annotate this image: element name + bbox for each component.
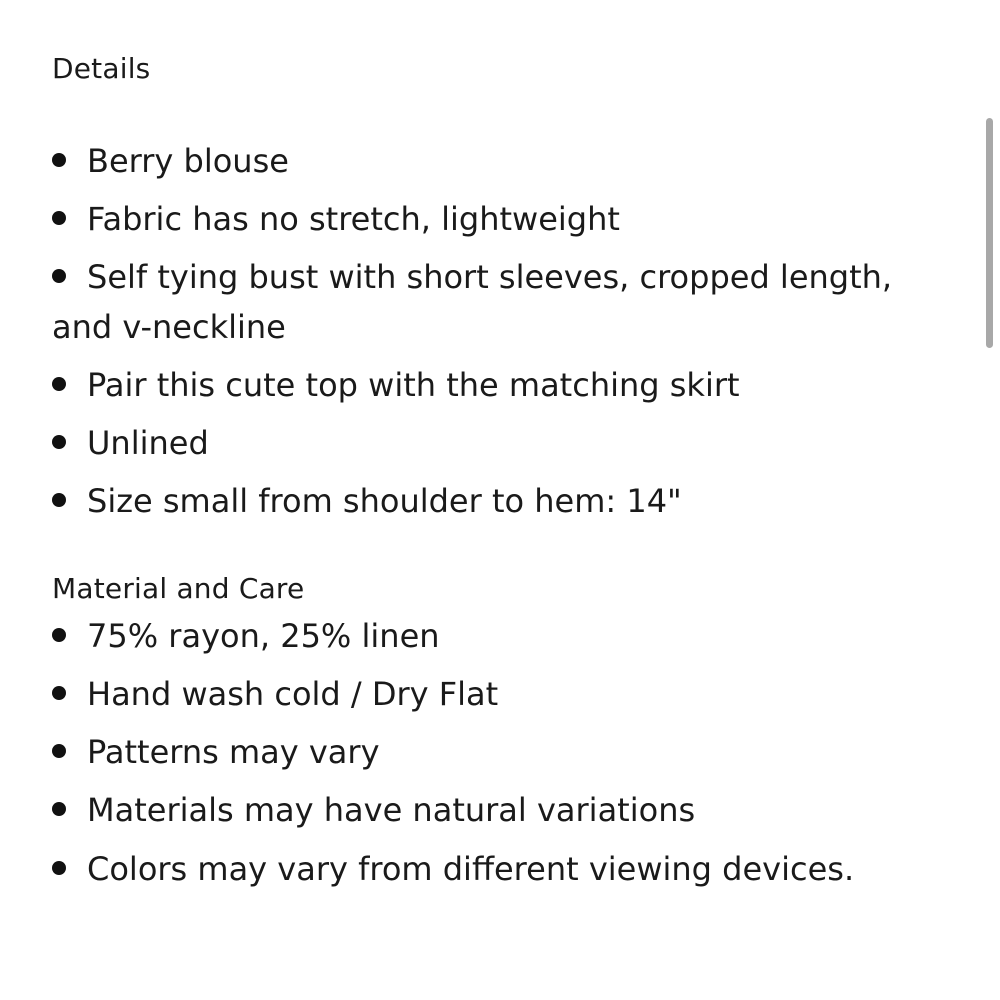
details-item (52, 418, 912, 468)
bullet-icon (52, 377, 66, 391)
details-item-text: Berry blouse (87, 142, 289, 180)
material-care-item (52, 844, 912, 894)
bullet-icon (52, 269, 66, 283)
material-care-item-text: Patterns may vary (87, 733, 380, 771)
details-item (52, 476, 912, 526)
bullet-icon (52, 861, 66, 875)
bullet-icon (52, 802, 66, 816)
details-item-text: Self tying bust with short sleeves, cropped length, and v-neckline (52, 258, 893, 346)
material-care-item-text: Hand wash cold / Dry Flat (87, 675, 499, 713)
vertical-scrollbar[interactable] (986, 118, 993, 348)
details-heading: Details (52, 52, 151, 85)
details-item-text: Pair this cute top with the matching skirt (87, 366, 740, 404)
bullet-icon (52, 211, 66, 225)
material-care-item-text: Colors may vary from different viewing devices. (87, 850, 855, 888)
material-care-item (52, 727, 912, 777)
details-item (52, 252, 912, 352)
details-item (52, 136, 912, 186)
details-item (52, 194, 912, 244)
bullet-icon (52, 435, 66, 449)
material-care-item-text: 75% rayon, 25% linen (87, 617, 440, 655)
material-care-item-text: Materials may have natural variations (87, 791, 696, 829)
bullet-icon (52, 628, 66, 642)
material-care-item (52, 611, 912, 661)
details-item-text: Unlined (87, 424, 209, 462)
bullet-icon (52, 744, 66, 758)
material-care-item (52, 669, 912, 719)
details-item-text: Fabric has no stretch, lightweight (87, 200, 620, 238)
bullet-icon (52, 686, 66, 700)
details-item-text: Size small from shoulder to hem: 14" (87, 482, 682, 520)
bullet-icon (52, 153, 66, 167)
material-care-item (52, 785, 912, 835)
bullet-icon (52, 493, 66, 507)
material-care-heading: Material and Care (52, 572, 305, 605)
details-item (52, 360, 912, 410)
